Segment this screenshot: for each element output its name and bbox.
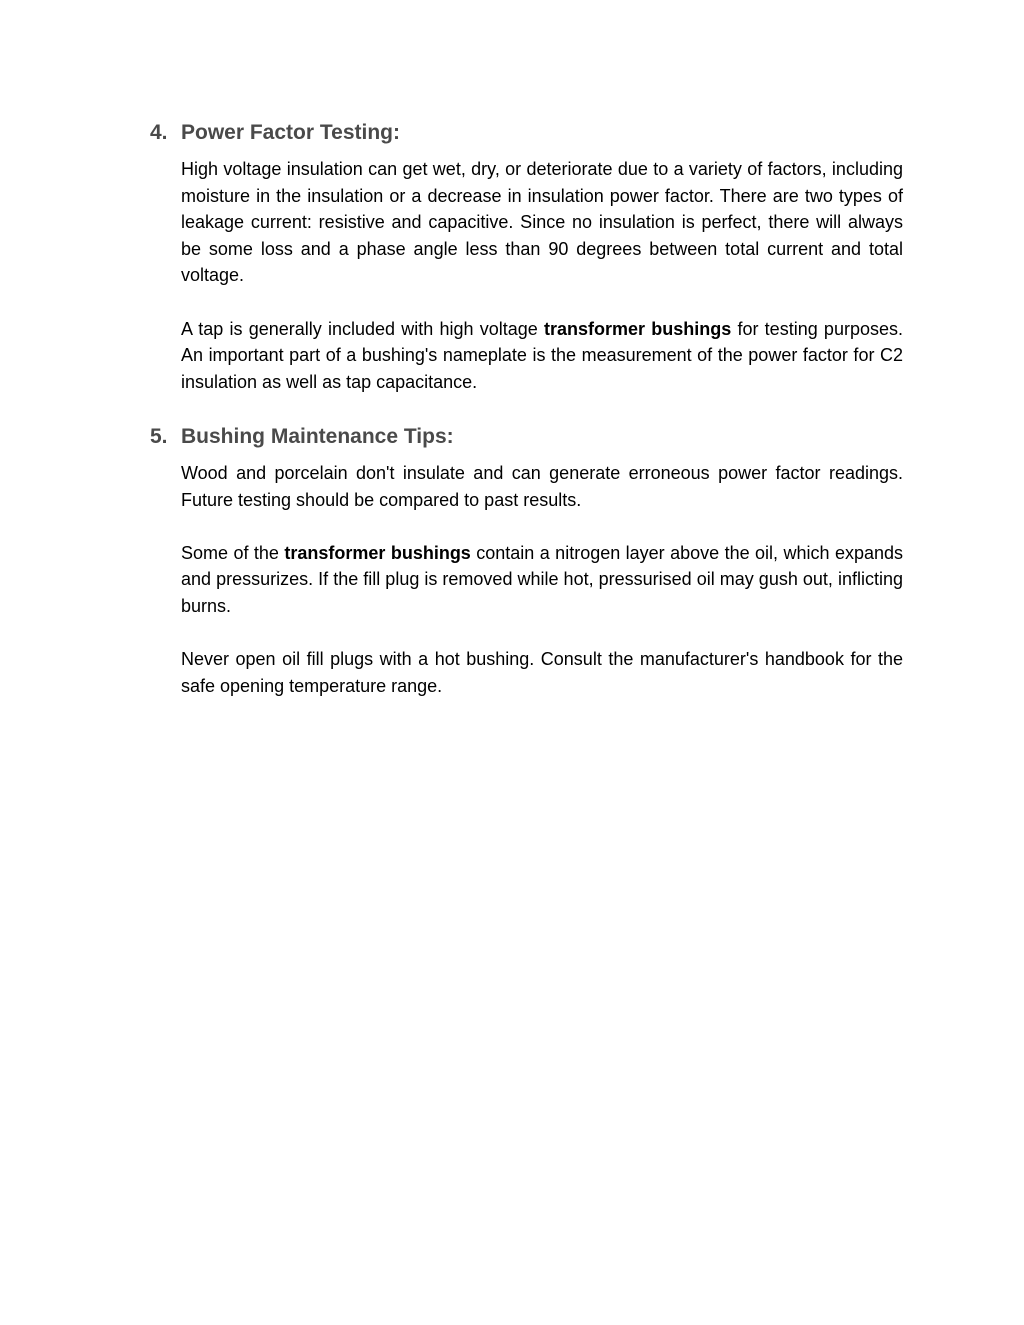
paragraph-text: Some of the	[181, 542, 285, 563]
paragraph-text: A tap is generally included with high voltage	[181, 318, 544, 339]
section-body	[181, 460, 903, 699]
paragraph: High voltage insulation can get wet, dry, or deteriorate due to a variety of factors, including moisture in the insulation or a decrease in insulation power factor. There are two types of leakage current: resistive and capacitive. Since no insulation is perfect, there will always be some loss and a phase angle less than 90 degrees between total current and total voltage.	[181, 159, 903, 286]
paragraph: Wood and porcelain don't insulate and can generate erroneous power factor readings. Future testing should be compared to past results.	[181, 463, 903, 510]
section-bushing-maintenance-tips	[150, 424, 903, 699]
section-power-factor-testing	[150, 120, 903, 395]
paragraph-text: contain a nitrogen layer above the oil, which expands and pressurizes. If the fill plug is removed while hot, pressurised oil may gush out, inflicting burns.	[181, 542, 903, 616]
section-title: Power Factor Testing:	[181, 121, 400, 144]
bold-term: transformer bushings	[543, 318, 732, 339]
section-number: 5.	[150, 425, 168, 448]
section-title: Bushing Maintenance Tips:	[181, 425, 454, 448]
paragraph: Never open oil fill plugs with a hot bushing. Consult the manufacturer's handbook for the safe opening temperature range.	[181, 649, 903, 696]
paragraph	[181, 540, 903, 620]
paragraph	[181, 316, 903, 396]
bold-term: transformer bushings	[284, 542, 471, 563]
section-heading	[150, 120, 903, 146]
section-heading	[150, 424, 903, 450]
section-number: 4.	[150, 121, 168, 144]
paragraph-text: for testing purposes. An important part of a bushing's nameplate is the measurement of the power factor for C2 insulation as well as tap capacitance.	[181, 318, 903, 392]
section-body	[181, 156, 903, 395]
